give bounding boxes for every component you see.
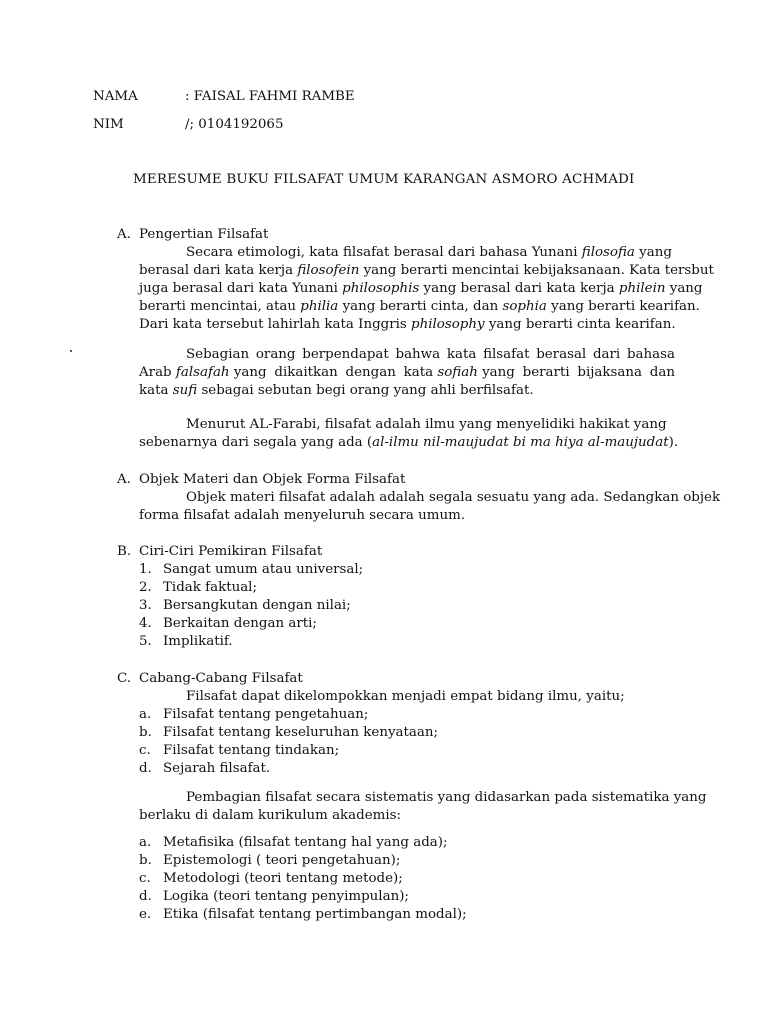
list-item: Metafisika (filsafat tentang hal yang ada);: [163, 835, 448, 850]
section-letter: B.: [117, 544, 132, 559]
list-number: d.: [139, 889, 152, 904]
list-number: b.: [139, 725, 152, 740]
list-number: b.: [139, 853, 152, 868]
list-item: Filsafat tentang pengetahuan;: [163, 707, 369, 722]
list-item: Berkaitan dengan arti;: [163, 616, 317, 631]
paragraph-line: Secara etimologi, kata filsafat berasal dari bahasa Yunani filosofia yang: [186, 245, 672, 260]
stray-dot: [70, 350, 72, 352]
list-number: 5.: [139, 634, 152, 649]
paragraph-line: Dari kata tersebut lahirlah kata Inggris philosophy yang berarti cinta kearifan.: [139, 317, 676, 332]
paragraph-line: Sebagian orang berpendapat bahwa kata filsafat berasal dari bahasa: [186, 347, 675, 362]
list-number: e.: [139, 907, 152, 922]
list-number: c.: [139, 871, 151, 886]
section-letter: C.: [117, 671, 132, 686]
list-number: c.: [139, 743, 151, 758]
list-item: Tidak faktual;: [163, 580, 257, 595]
section-heading: Cabang-Cabang Filsafat: [139, 671, 303, 686]
list-number: 4.: [139, 616, 152, 631]
paragraph-line: Arab falsafah yang dikaitkan dengan kata sofiah yang berarti bijaksana dan: [139, 365, 675, 380]
list-item: Sejarah filsafat.: [163, 761, 271, 776]
section-heading: Ciri-Ciri Pemikiran Filsafat: [139, 544, 323, 559]
section-letter: A.: [117, 227, 131, 242]
paragraph-line: juga berasal dari kata Yunani philosophis yang berasal dari kata kerja philein yang: [139, 281, 703, 296]
section-letter: A.: [117, 472, 131, 487]
nim-label: NIM: [93, 117, 124, 132]
paragraph-line: berarti mencintai, atau philia yang berarti cinta, dan sophia yang berarti kearifan.: [139, 299, 700, 314]
nama-label: NAMA: [93, 89, 138, 104]
paragraph-line: sebenarnya dari segala yang ada (al-ilmu nil-maujudat bi ma hiya al-maujudat).: [139, 435, 679, 450]
list-number: d.: [139, 761, 152, 776]
list-number: 1.: [139, 562, 152, 577]
paragraph-line: kata sufi sebagai sebutan begi orang yang ahli berfilsafat.: [139, 383, 534, 398]
list-item: Sangat umum atau universal;: [163, 562, 364, 577]
nama-value: : FAISAL FAHMI RAMBE: [185, 89, 355, 104]
nim-value: /; 0104192065: [185, 117, 284, 132]
paragraph-line: forma filsafat adalah menyeluruh secara umum.: [139, 508, 466, 523]
section-heading: Objek Materi dan Objek Forma Filsafat: [139, 472, 406, 487]
paragraph-line: berasal dari kata kerja filosofein yang berarti mencintai kebijaksanaan. Kata tersbut: [139, 263, 714, 278]
list-item: Logika (teori tentang penyimpulan);: [163, 889, 409, 904]
list-number: a.: [139, 707, 152, 722]
paragraph-line: Pembagian filsafat secara sistematis yang didasarkan pada sistematika yang: [186, 790, 707, 805]
list-item: Epistemologi ( teori pengetahuan);: [163, 853, 401, 868]
list-item: Bersangkutan dengan nilai;: [163, 598, 351, 613]
paragraph-line: berlaku di dalam kurikulum akademis:: [139, 808, 402, 823]
paragraph-line: Filsafat dapat dikelompokkan menjadi empat bidang ilmu, yaitu;: [186, 689, 625, 704]
paragraph-line: Menurut AL-Farabi, filsafat adalah ilmu yang menyelidiki hakikat yang: [186, 417, 667, 432]
page-title: MERESUME BUKU FILSAFAT UMUM KARANGAN ASMORO ACHMADI: [133, 172, 635, 187]
section-heading: Pengertian Filsafat: [139, 227, 269, 242]
list-item: Implikatif.: [163, 634, 233, 649]
list-item: Metodologi (teori tentang metode);: [163, 871, 403, 886]
list-item: Etika (filsafat tentang pertimbangan modal);: [163, 907, 467, 922]
list-item: Filsafat tentang tindakan;: [163, 743, 340, 758]
paragraph-line: Objek materi filsafat adalah adalah segala sesuatu yang ada. Sedangkan objek: [186, 490, 721, 505]
list-number: 2.: [139, 580, 152, 595]
list-number: a.: [139, 835, 152, 850]
list-number: 3.: [139, 598, 152, 613]
list-item: Filsafat tentang keseluruhan kenyataan;: [163, 725, 438, 740]
